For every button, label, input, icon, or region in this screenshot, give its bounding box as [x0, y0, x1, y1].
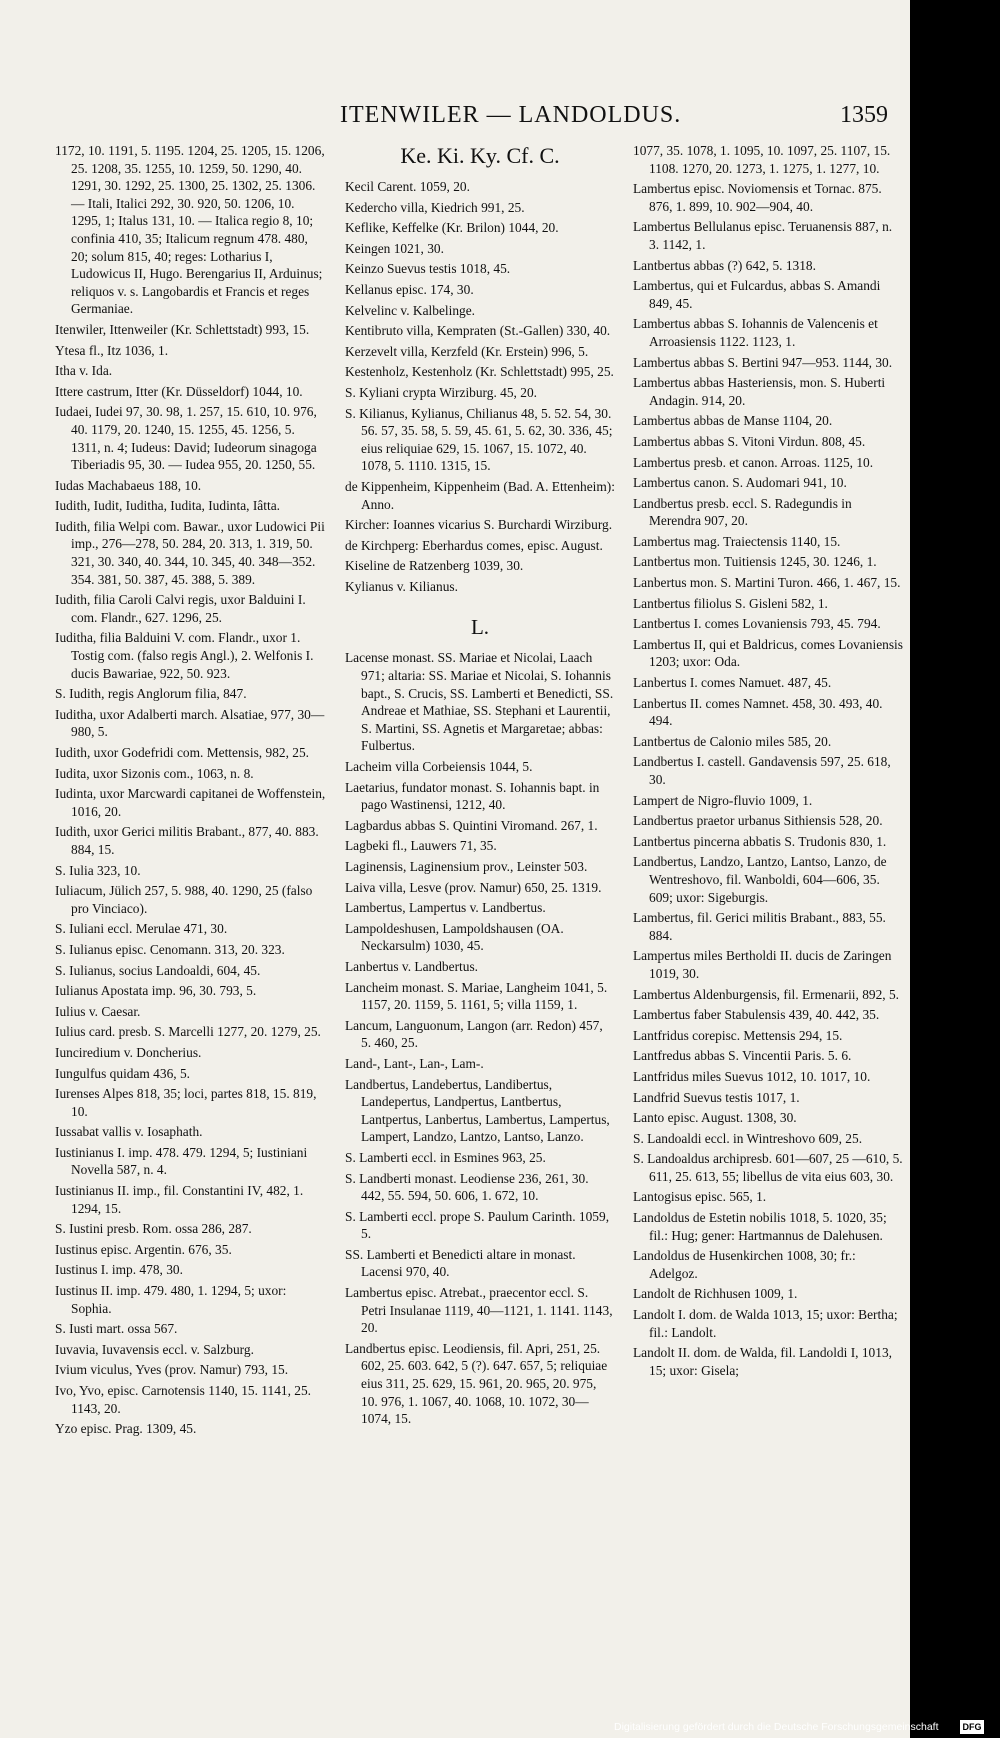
index-entry: Kiseline de Ratzenberg 1039, 30. [345, 558, 524, 574]
index-entry: S. Lamberti eccl. prope S. Paulum Carinth. 1059, 5. [345, 1208, 610, 1242]
index-entry: de Kirchperg: Eberhardus comes, episc. August. [345, 537, 603, 553]
index-entry: Lampertus miles Bertholdi II. ducis de Zaringen 1019, 30. [633, 948, 892, 981]
index-entry: Iustinianus I. imp. 478. 479. 1294, 5; Iustiniani Novella 587, n. 4. [55, 1144, 308, 1178]
index-entry: 1172, 10. 1191, 5. 1195. 1204, 25. 1205, 15. 1206, 25. 1208, 35. 1255, 10. 1259, 50. 1290, 40. 1291, 30. 1292, 25. 1300, 25. 1302, 25. 1306. — Itali, Italici 292, 30. 920, 50. 1206, 10. 1295, 1; Italus 131, 10. — Italica regio 8, 10; confinia 410, 35; Italicum regnum 478. 480, 20; solum 815, 40; reges: Lotharius I, Ludowicus II, Hugo. Berengarius II, Arduinus; reliquos v. s. Langobardis et Francis et reges Germaniae. [55, 143, 325, 317]
index-entry: Iudas Machabaeus 188, 10. [55, 477, 202, 493]
index-entry: SS. Lamberti et Benedicti altare in monast. Lacensi 970, 40. [345, 1246, 576, 1280]
index-entry: Iudith, uxor Gerici militis Brabant., 877, 40. 883. 884, 15. [55, 824, 319, 857]
index-entry: Lambertus canon. S. Audomari 941, 10. [633, 475, 847, 491]
running-title: ITENWILER — LANDOLDUS. [340, 102, 682, 128]
index-entry: Lantbertus de Calonio miles 585, 20. [633, 733, 832, 749]
index-entry: Landbertus, Landzo, Lantzo, Lantso, Lanzo, de Wentreshovo, fil. Wanboldi, 604—606, 35. 609; uxor: Sigeburgis. [633, 854, 887, 905]
index-entry: Lantogisus episc. 565, 1. [633, 1189, 767, 1205]
index-entry: Ytesa fl., Itz 1036, 1. [55, 342, 169, 358]
index-entry: S. Iustini presb. Rom. ossa 286, 287. [55, 1221, 252, 1237]
index-entry: Kecil Carent. 1059, 20. [345, 179, 470, 194]
index-entry: Landbertus presb. eccl. S. Radegundis in Merendra 907, 20. [633, 495, 852, 529]
index-entry: Lantbertus filiolus S. Gisleni 582, 1. [633, 595, 828, 611]
index-entry: Lantbertus pincerna abbatis S. Trudonis 830, 1. [633, 833, 887, 849]
index-entry: Iudinta, uxor Marcwardi capitanei de Woffenstein, 1016, 20. [55, 786, 326, 819]
index-entry: Lambertus mag. Traiectensis 1140, 15. [633, 533, 841, 549]
index-entry: Lambertus abbas S. Vitoni Virdun. 808, 45. [633, 433, 866, 449]
index-entry: Lantfredus abbas S. Vincentii Paris. 5. 6. [633, 1048, 852, 1064]
index-entry: Iuditha, uxor Adalberti march. Alsatiae, 977, 30—980, 5. [55, 706, 325, 740]
section-heading-ke: Ke. Ki. Ky. Cf. C. [400, 143, 560, 168]
index-entry: S. Lamberti eccl. in Esmines 963, 25. [345, 1149, 546, 1165]
index-entry: Itha v. Ida. [55, 363, 113, 379]
index-entry: Iuliacum, Jülich 257, 5. 988, 40. 1290, 25 (falso pro Vinciaco). [55, 883, 313, 916]
index-entry: S. Landberti monast. Leodiense 236, 261, 30. 442, 55. 594, 50. 606, 1. 672, 10. [345, 1170, 589, 1204]
index-entry: Lambertus abbas S. Bertini 947—953. 1144, 30. [633, 354, 893, 370]
index-entry: Iudith, Iudit, Iuditha, Iudita, Iudinta, Iâtta. [55, 498, 280, 514]
index-entry: Lantbertus I. comes Lovaniensis 793, 45. 794. [633, 616, 881, 632]
index-entry: Lambertus, Lampertus v. Landbertus. [345, 900, 546, 916]
index-entry: Keflike, Keffelke (Kr. Brilon) 1044, 20. [345, 220, 559, 236]
index-entry: S. Landoaldi eccl. in Wintreshovo 609, 25. [633, 1130, 863, 1146]
index-entry: Iurenses Alpes 818, 35; loci, partes 818, 15. 819, 10. [55, 1086, 317, 1119]
index-entry: Landolt I. dom. de Walda 1013, 15; uxor: Bertha; fil.: Landolt. [633, 1307, 898, 1340]
index-entry: Lambertus Bellulanus episc. Teruanensis 887, n. 3. 1142, 1. [633, 219, 893, 252]
index-entry: Laetarius, fundator monast. S. Iohannis bapt. in pago Wastinensi, 1212, 40. [345, 779, 600, 813]
index-entry: Landbertus praetor urbanus Sithiensis 528, 20. [633, 813, 883, 829]
index-entry: Iustinus I. imp. 478, 30. [55, 1262, 183, 1278]
index-entry: Lambertus episc. Noviomensis et Tornac. 875. 876, 1. 899, 10. 902—904, 40. [633, 181, 882, 214]
index-entry: S. Iudith, regis Anglorum filia, 847. [55, 686, 247, 702]
index-entry: Iulius card. presb. S. Marcelli 1277, 20. 1279, 25. [55, 1024, 321, 1040]
index-entry: Landolt II. dom. de Walda, fil. Landoldi I, 1013, 15; uxor: Gisela; [633, 1345, 892, 1378]
index-entry: Kentibruto villa, Kempraten (St.-Gallen) 330, 40. [345, 323, 611, 339]
index-entry: Kestenholz, Kestenholz (Kr. Schlettstadt) 995, 25. [345, 364, 614, 380]
index-entry: Ivo, Yvo, episc. Carnotensis 1140, 15. 1141, 25. 1143, 20. [55, 1383, 312, 1416]
index-entry: Lambertus, fil. Gerici militis Brabant., 883, 55. 884. [633, 910, 886, 943]
index-entry: Lagbardus abbas S. Quintini Viromand. 267, 1. [345, 817, 598, 833]
index-entry: Landbertus I. castell. Gandavensis 597, 25. 618, 30. [633, 754, 891, 787]
index-entry: Ivium viculus, Yves (prov. Namur) 793, 15. [55, 1362, 289, 1378]
index-entry: Landbertus episc. Leodiensis, fil. Apri, 251, 25. 602, 25. 603. 642, 5 (?). 647. 657, 5; reliquiae eius 311, 25. 629, 15. 961, 20. 965, 20. 975, 10. 976, 1. 1067, 40. 1068, 10. 1072, 30—1074, 15. [345, 1340, 608, 1427]
index-column-left [55, 142, 327, 1441]
index-entry: Lambertus, qui et Fulcardus, abbas S. Amandi 849, 45. [633, 278, 881, 311]
index-entry: Kedercho villa, Kiedrich 991, 25. [345, 199, 525, 215]
index-entry: Iungulfus quidam 436, 5. [55, 1065, 191, 1081]
index-entry: Lambertus abbas de Manse 1104, 20. [633, 413, 833, 429]
page-number: 1359 [840, 102, 888, 128]
index-entry: Lambertus episc. Atrebat., praecentor eccl. S. Petri Insulanae 1119, 40—1121, 1. 1141. 1143, 20. [345, 1285, 613, 1336]
index-entry: Iulianus Apostata imp. 96, 30. 793, 5. [55, 983, 257, 999]
index-entry: S. Iulianus, socius Landoaldi, 604, 45. [55, 962, 261, 978]
index-entry: Keingen 1021, 30. [345, 240, 444, 256]
index-entry: Landbertus, Landebertus, Landibertus, Landepertus, Landpertus, Lantbertus, Lantpertus, Lanbertus, Lambertus, Lampertus, Lampert, Landzo, Lantzo, Lantso, Lanzo. [345, 1076, 610, 1145]
index-entry: Iustinianus II. imp., fil. Constantini IV, 482, 1. 1294, 15. [55, 1183, 304, 1216]
index-entry: S. Landoaldus archipresb. 601—607, 25 —610, 5. 611, 25. 613, 55; libellus de vita eius 603, 30. [633, 1151, 903, 1184]
index-entry: S. Kyliani crypta Wirziburg. 45, 20. [345, 384, 537, 400]
index-entry: Lancheim monast. S. Mariae, Langheim 1041, 5. 1157, 20. 1159, 5. 1161, 5; villa 1159, 1. [345, 979, 608, 1013]
index-entry: S. Iuliani eccl. Merulae 471, 30. [55, 921, 228, 937]
index-entry: Lampoldeshusen, Lampoldshausen (OA. Neckarsulm) 1030, 45. [345, 920, 564, 954]
index-entry: Lantfridus corepisc. Mettensis 294, 15. [633, 1027, 843, 1043]
index-entry: Laiva villa, Lesve (prov. Namur) 650, 25. 1319. [345, 879, 602, 895]
index-column-middle [345, 142, 615, 1431]
index-entry: Iudith, filia Caroli Calvi regis, uxor Balduini I. com. Flandr., 627. 1296, 25. [55, 592, 306, 625]
index-entry: Iudaei, Iudei 97, 30. 98, 1. 257, 15. 610, 10. 976, 40. 1179, 20. 1240, 15. 1255, 45. 1256, 5. 1311, n. 4; Iudeus: David; Iudeorum sinagoga Tiberiadis 95, 30. — Iudea 955, 20. 1250, 55. [55, 404, 317, 473]
section-heading-l: L. [470, 615, 490, 640]
dfg-logo: DFG [960, 1720, 984, 1734]
index-entry: Lanbertus II. comes Namnet. 458, 30. 493, 40. 494. [633, 695, 883, 729]
index-entry: Iuditha, filia Balduini V. com. Flandr., uxor 1. Tostig com. (falso regis Angl.), 2. Welfonis I. ducis Bawariae, 922, 50. 923. [55, 630, 314, 681]
index-entry: Lacense monast. SS. Mariae et Nicolai, Laach 971; altaria: SS. Mariae et Nicolai, S. Iohannis bapt., S. Crucis, SS. Lamberti et Benedicti, SS. Andreae et Mathiae, SS. Stephani et Laurentii, S. Martini, SS. Agnetis et Margaretae; abbas: Fulbertus. [345, 650, 614, 754]
index-entry: Lambertus II, qui et Baldricus, comes Lovaniensis 1203; uxor: Oda. [633, 636, 903, 670]
index-entry: Iudita, uxor Sizonis com., 1063, n. 8. [55, 765, 254, 781]
index-entry: Kellanus episc. 174, 30. [345, 281, 474, 297]
index-entry: Land-, Lant-, Lan-, Lam-. [345, 1055, 484, 1071]
index-entry: Lancum, Languonum, Langon (arr. Redon) 457, 5. 460, 25. [345, 1017, 603, 1051]
index-entry: Lambertus abbas S. Iohannis de Valencenis et Arroasiensis 1122. 1123, 1. [633, 316, 878, 349]
index-entry: Lantbertus abbas (?) 642, 5. 1318. [633, 257, 816, 273]
index-entry: Lagbeki fl., Lauwers 71, 35. [345, 838, 497, 854]
index-entry: Landolt de Richhusen 1009, 1. [633, 1286, 798, 1302]
index-entry: Keinzo Suevus testis 1018, 45. [345, 261, 511, 277]
index-entry: Itenwiler, Ittenweiler (Kr. Schlettstadt) 993, 15. [55, 321, 310, 337]
index-entry: Laginensis, Laginensium prov., Leinster 503. [345, 859, 588, 874]
index-entry: Lambertus faber Stabulensis 439, 40. 442, 35. [633, 1007, 880, 1023]
index-entry: Lacheim villa Corbeiensis 1044, 5. [345, 759, 533, 775]
index-entry: Lantfridus miles Suevus 1012, 10. 1017, 10. [633, 1068, 871, 1084]
index-entry: Lambertus Aldenburgensis, fil. Ermenarii, 892, 5. [633, 986, 900, 1002]
index-entry: S. Iulianus episc. Cenomann. 313, 20. 323. [55, 941, 285, 957]
index-entry: Lambertus presb. et canon. Arroas. 1125, 10. [633, 454, 874, 470]
index-entry: Yzo episc. Prag. 1309, 45. [55, 1421, 197, 1437]
funding-notice: Digitalisierung gefördert durch die Deutsche Forschungsgemeinschaft [614, 1721, 939, 1733]
index-entry: Kircher: Ioannes vicarius S. Burchardi Wirziburg. [345, 517, 613, 533]
index-entry: S. Kilianus, Kylianus, Chilianus 48, 5. 52. 54, 30. 56. 57, 35. 58, 5. 59, 45. 61, 5. 62, 30. 336, 45; eius reliquiae 629, 15. 1067, 15. 1072, 40. 1078, 5. 1110. 1315, 15. [345, 405, 613, 474]
index-entry: Iunciredium v. Doncherius. [55, 1044, 202, 1060]
index-entry: Lanbertus v. Landbertus. [345, 958, 478, 974]
index-entry: Ittere castrum, Itter (Kr. Düsseldorf) 1044, 10. [55, 383, 303, 399]
index-entry: de Kippenheim, Kippenheim (Bad. A. Ettenheim): Anno. [345, 478, 615, 512]
index-entry: Iudith, filia Welpi com. Bawar., uxor Ludowici Pii imp., 276—278, 50. 284, 20. 313, 1. 319, 50. 321, 30. 340, 40. 344, 10. 345, 40. 348—352. 354. 381, 50. 387, 45. 388, 5. 389. [55, 518, 325, 587]
index-entry: Lanbertus mon. S. Martini Turon. 466, 1. 467, 15. [633, 575, 901, 591]
index-entry: Kerzevelt villa, Kerzfeld (Kr. Erstein) 996, 5. [345, 343, 589, 359]
index-entry: Landoldus de Husenkirchen 1008, 30; fr.: Adelgoz. [633, 1248, 856, 1281]
index-entry: Iussabat vallis v. Iosaphath. [55, 1124, 203, 1140]
index-entry: Iustinus II. imp. 479. 480, 1. 1294, 5; uxor: Sophia. [55, 1283, 287, 1316]
index-entry: Landfrid Suevus testis 1017, 1. [633, 1089, 800, 1105]
index-column-right [633, 142, 905, 1382]
index-entry: Lanto episc. August. 1308, 30. [633, 1110, 797, 1126]
index-entry: Kelvelinc v. Kalbelinge. [345, 302, 476, 318]
index-entry: Lanbertus I. comes Namuet. 487, 45. [633, 675, 832, 691]
index-entry: S. Iulia 323, 10. [55, 862, 141, 878]
index-entry: Iulius v. Caesar. [55, 1003, 141, 1019]
index-entry: Iustinus episc. Argentin. 676, 35. [55, 1241, 232, 1257]
index-entry: Kylianus v. Kilianus. [345, 578, 458, 594]
index-entry: Iudith, uxor Godefridi com. Mettensis, 982, 25. [55, 745, 310, 760]
index-entry: S. Iusti mart. ossa 567. [55, 1321, 178, 1337]
index-entry: Landoldus de Estetin nobilis 1018, 5. 1020, 35; fil.: Hug; gener: Hartmannus de Dalehusen. [633, 1210, 887, 1243]
index-entry: Lampert de Nigro-fluvio 1009, 1. [633, 792, 813, 808]
index-entry: Lantbertus mon. Tuitiensis 1245, 30. 1246, 1. [633, 554, 877, 570]
index-entry: Lambertus abbas Hasteriensis, mon. S. Huberti Andagin. 914, 20. [633, 375, 886, 408]
index-entry: Iuvavia, Iuvavensis eccl. v. Salzburg. [55, 1341, 254, 1357]
index-entry: 1077, 35. 1078, 1. 1095, 10. 1097, 25. 1107, 15. 1108. 1270, 20. 1273, 1. 1275, 1. 1277, 10. [633, 143, 891, 176]
